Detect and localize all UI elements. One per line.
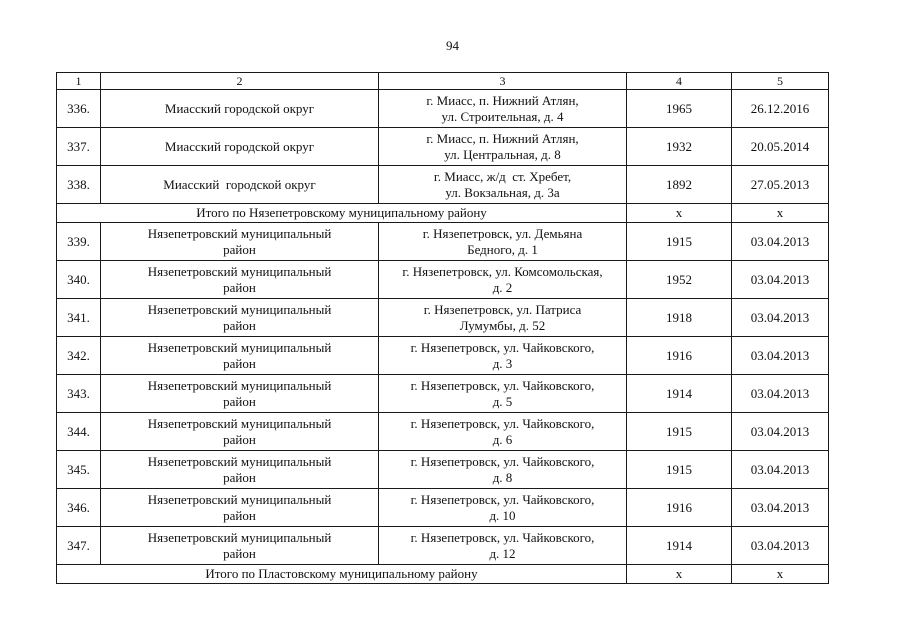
total-col5: х: [732, 565, 829, 584]
date-cell: 03.04.2013: [732, 375, 829, 413]
date-cell: 26.12.2016: [732, 90, 829, 128]
row-number: 345.: [57, 451, 101, 489]
year-cell: 1932: [627, 128, 732, 166]
address-cell: г. Нязепетровск, ул. Чайковского, д. 5: [379, 375, 627, 413]
address-cell: г. Нязепетровск, ул. Комсомольская, д. 2: [379, 261, 627, 299]
address-cell: г. Нязепетровск, ул. Чайковского, д. 6: [379, 413, 627, 451]
district-cell: Миасский городской округ: [101, 166, 379, 204]
total-col4: х: [627, 204, 732, 223]
date-cell: 03.04.2013: [732, 527, 829, 565]
row-number: 343.: [57, 375, 101, 413]
district-cell: Нязепетровский муниципальный район: [101, 527, 379, 565]
district-cell: Нязепетровский муниципальный район: [101, 337, 379, 375]
date-cell: 03.04.2013: [732, 223, 829, 261]
address-cell: г. Нязепетровск, ул. Чайковского, д. 10: [379, 489, 627, 527]
district-cell: Нязепетровский муниципальный район: [101, 261, 379, 299]
district-cell: Нязепетровский муниципальный район: [101, 223, 379, 261]
district-cell: Миасский городской округ: [101, 90, 379, 128]
section-total-label: Итого по Пластовскому муниципальному району: [57, 565, 627, 584]
column-header: 3: [379, 73, 627, 90]
row-number: 339.: [57, 223, 101, 261]
column-header: 5: [732, 73, 829, 90]
row-number: 340.: [57, 261, 101, 299]
date-cell: 03.04.2013: [732, 261, 829, 299]
table-row: [57, 527, 829, 565]
section-total-row: [57, 204, 829, 223]
address-cell: г. Миасс, п. Нижний Атлян, ул. Центральная, д. 8: [379, 128, 627, 166]
address-cell: г. Миасс, п. Нижний Атлян, ул. Строительная, д. 4: [379, 90, 627, 128]
address-cell: г. Нязепетровск, ул. Чайковского, д. 8: [379, 451, 627, 489]
row-number: 347.: [57, 527, 101, 565]
date-cell: 03.04.2013: [732, 489, 829, 527]
address-cell: г. Нязепетровск, ул. Демьяна Бедного, д. 1: [379, 223, 627, 261]
column-header: 2: [101, 73, 379, 90]
table-row: [57, 128, 829, 166]
total-col4: х: [627, 565, 732, 584]
date-cell: 03.04.2013: [732, 337, 829, 375]
section-total-row: [57, 565, 829, 584]
district-cell: Нязепетровский муниципальный район: [101, 375, 379, 413]
section-total-label: Итого по Нязепетровскому муниципальному району: [57, 204, 627, 223]
district-cell: Нязепетровский муниципальный район: [101, 299, 379, 337]
row-number: 341.: [57, 299, 101, 337]
column-number-row: [57, 73, 829, 90]
row-number: 336.: [57, 90, 101, 128]
table-row: [57, 223, 829, 261]
year-cell: 1918: [627, 299, 732, 337]
year-cell: 1914: [627, 527, 732, 565]
table-row: [57, 166, 829, 204]
table-row: [57, 337, 829, 375]
page-number: 94: [446, 38, 459, 53]
table-row: [57, 489, 829, 527]
column-header: 4: [627, 73, 732, 90]
row-number: 337.: [57, 128, 101, 166]
date-cell: 03.04.2013: [732, 299, 829, 337]
year-cell: 1965: [627, 90, 732, 128]
table-row: [57, 451, 829, 489]
column-header: 1: [57, 73, 101, 90]
year-cell: 1915: [627, 223, 732, 261]
year-cell: 1916: [627, 337, 732, 375]
year-cell: 1916: [627, 489, 732, 527]
address-cell: г. Нязепетровск, ул. Чайковского, д. 12: [379, 527, 627, 565]
date-cell: 27.05.2013: [732, 166, 829, 204]
date-cell: 03.04.2013: [732, 451, 829, 489]
table-row: [57, 261, 829, 299]
total-col5: х: [732, 204, 829, 223]
year-cell: 1915: [627, 413, 732, 451]
table-row: [57, 413, 829, 451]
table-row: [57, 90, 829, 128]
date-cell: 03.04.2013: [732, 413, 829, 451]
district-cell: Нязепетровский муниципальный район: [101, 489, 379, 527]
table-row: [57, 375, 829, 413]
year-cell: 1952: [627, 261, 732, 299]
row-number: 346.: [57, 489, 101, 527]
year-cell: 1892: [627, 166, 732, 204]
date-cell: 20.05.2014: [732, 128, 829, 166]
table-row: [57, 299, 829, 337]
district-cell: Нязепетровский муниципальный район: [101, 413, 379, 451]
registry-table: [56, 72, 829, 584]
row-number: 344.: [57, 413, 101, 451]
year-cell: 1914: [627, 375, 732, 413]
row-number: 342.: [57, 337, 101, 375]
year-cell: 1915: [627, 451, 732, 489]
district-cell: Нязепетровский муниципальный район: [101, 451, 379, 489]
address-cell: г. Нязепетровск, ул. Чайковского, д. 3: [379, 337, 627, 375]
district-cell: Миасский городской округ: [101, 128, 379, 166]
address-cell: г. Нязепетровск, ул. Патриса Лумумбы, д. 52: [379, 299, 627, 337]
address-cell: г. Миасс, ж/д ст. Хребет, ул. Вокзальная, д. 3а: [379, 166, 627, 204]
row-number: 338.: [57, 166, 101, 204]
